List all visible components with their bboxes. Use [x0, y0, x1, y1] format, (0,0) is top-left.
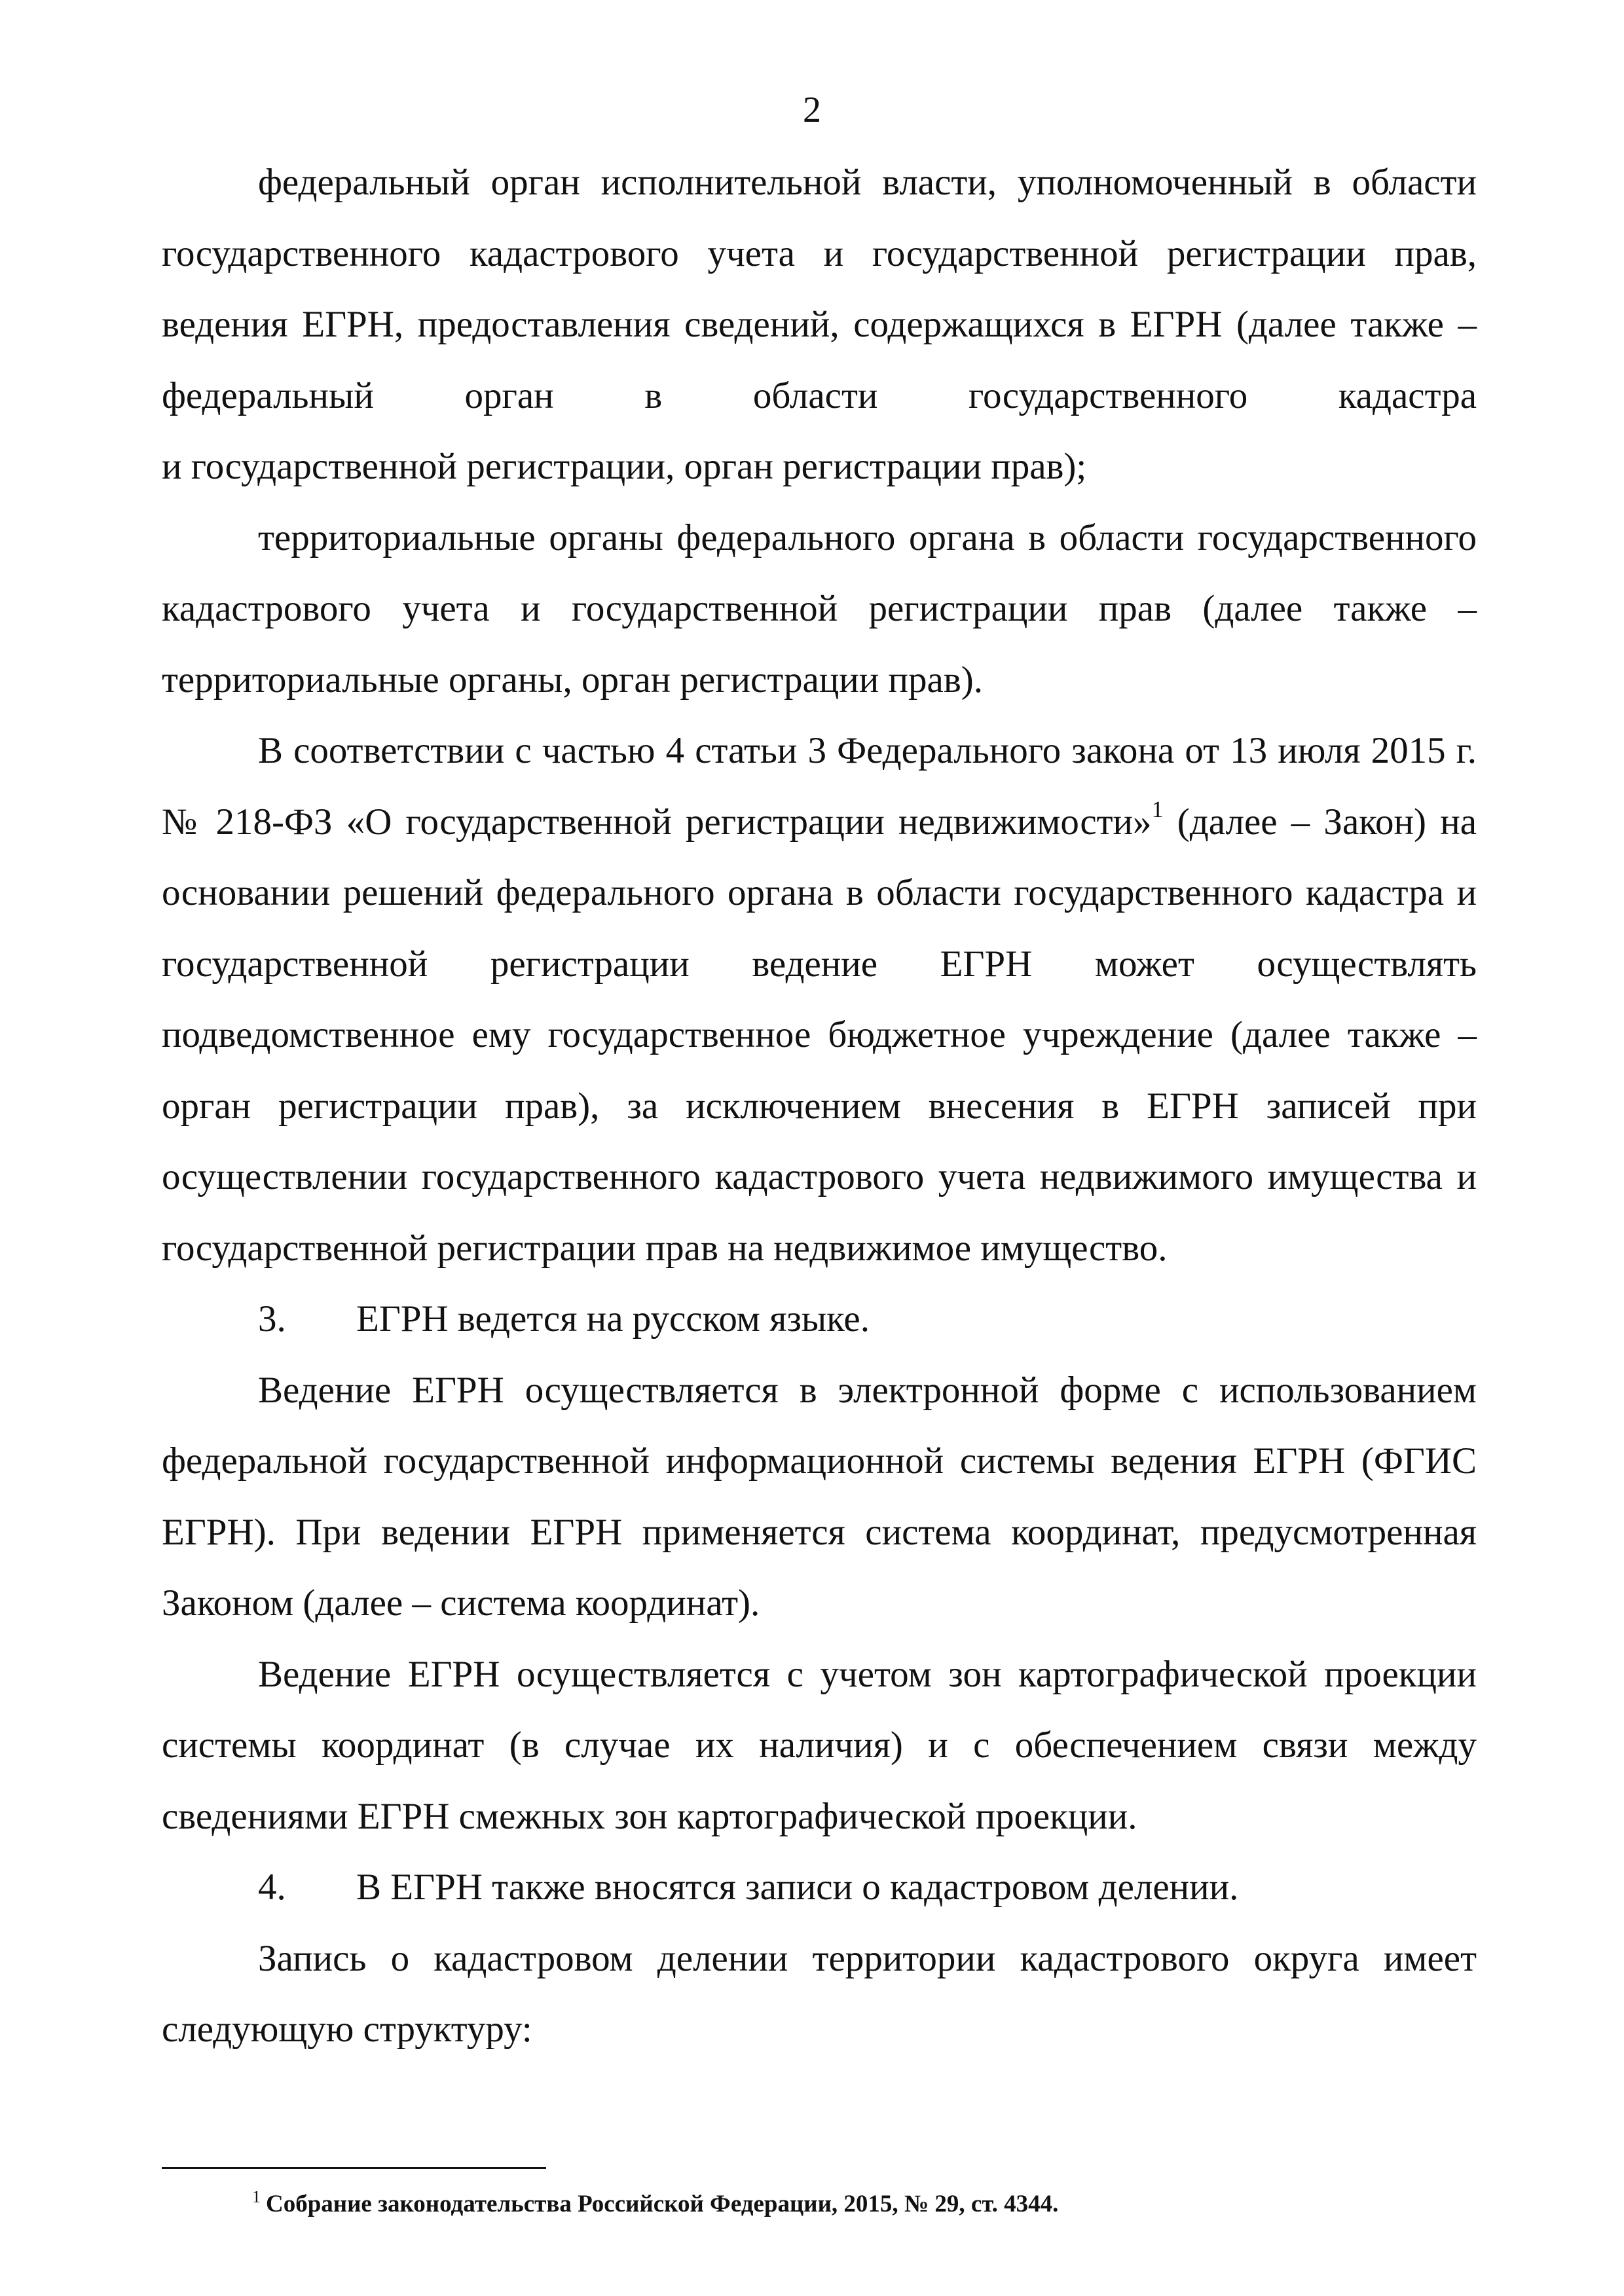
item-number: 4. — [258, 1867, 286, 1908]
paragraph-projection-zones: Ведение ЕГРН осуществляется с учетом зон картографической проекции системы координат (в случае их наличия) и с обеспечением связи между сведениями ЕГРН смежных зон картографической проекции. — [162, 1653, 1477, 1837]
footnote-marker: 1 — [252, 2187, 261, 2206]
body-text — [162, 147, 1477, 2066]
footnote — [252, 2185, 1431, 2224]
paragraph-territorial-bodies: территориальные органы федерального органа в области государственного кадастрового учета и государственной регистрации прав (далее также – территориальные органы, орган регистрации прав). — [162, 517, 1477, 701]
footnote-reference[interactable]: 1 — [1151, 795, 1164, 822]
paragraph-law-reference: В соответствии с частью 4 статьи 3 Федерального закона от 13 июля 2015 г. № 218-ФЗ «О государственной регистрации недвижимости»$^1$ (далее – Закон) на основании решений федерального органа в области государственного кадастра и государственной регистрации ведение ЕГРН может осуществлять подведомственное ему государственное бюджетное учреждение (далее также – орган регистрации прав), за исключением внесения в ЕГРН записей при осуществлении государственного кадастрового учета недвижимого имущества и государственной регистрации прав на недвижимое имущество. — [162, 730, 1477, 1269]
paragraph-item-3: 3. ЕГРН ведется на русском языке. — [162, 1284, 1477, 1355]
paragraph-cadastral-division: Запись о кадастровом делении территории кадастрового округа имеет следующую структуру: — [162, 1937, 1477, 2050]
footnote-text: Собрание законодательства Российской Федерации, 2015, № 29, ст. 4344. — [266, 2191, 1059, 2217]
paragraph-federal-body-end: и государственной регистрации, орган регистрации прав); — [162, 446, 1087, 487]
paragraph-item-4: 4. В ЕГРН также вносятся записи о кадастровом делении. — [162, 1852, 1477, 1923]
paragraph-federal-body: федеральный орган исполнительной власти, уполномоченный в области государственного кадастрового учета и государственной регистрации прав, ведения ЕГРН, предоставления сведений, содержащихся в ЕГРН (далее также – федеральный орган в области государственного кадастра — [162, 162, 1477, 416]
footnote-divider — [162, 2167, 546, 2169]
page-number: 2 — [803, 90, 821, 130]
item-number: 3. — [258, 1298, 286, 1339]
paragraph-electronic-form: Ведение ЕГРН осуществляется в электронной форме с использованием федеральной государственной информационной системы ведения ЕГРН (ФГИС ЕГРН). При ведении ЕГРН применяется система координат, предусмотренная Законом (далее – система координат). — [162, 1369, 1477, 1624]
